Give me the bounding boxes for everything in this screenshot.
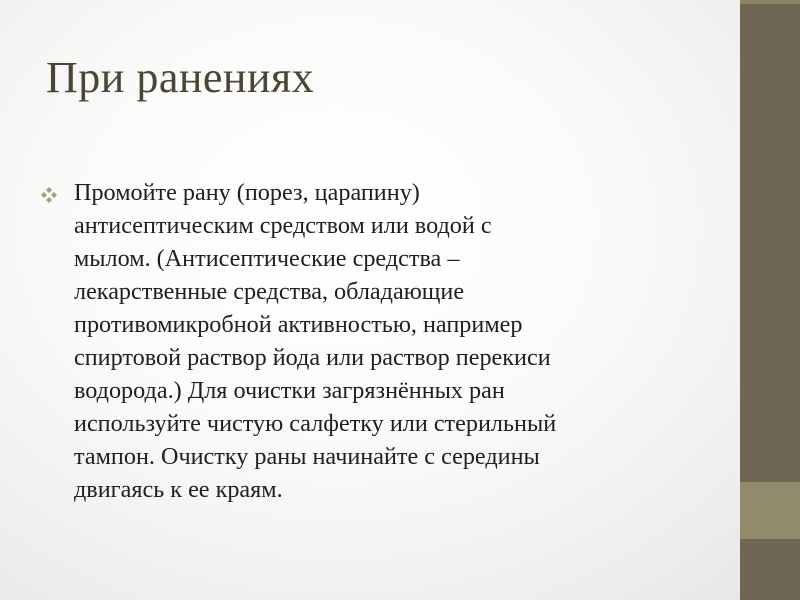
bullet-text: Промойте рану (порез, царапину) антисептическим средством или водой с мылом. (Антисептические средства – лекарственные средства, обладающие противомикробной активностью, например спиртовой раствор йода или раствор перекиси водорода.) Для очистки загрязнённых ран используйте чистую салфетку или стерильный тампон. Очистку раны начинайте с середины двигаясь к ее краям. xyxy=(74,179,557,503)
slide-title: При ранениях xyxy=(46,53,315,102)
diamond-cluster-icon xyxy=(40,186,58,204)
sidebar-top-stripe xyxy=(740,0,800,4)
sidebar-accent-block xyxy=(740,482,800,539)
